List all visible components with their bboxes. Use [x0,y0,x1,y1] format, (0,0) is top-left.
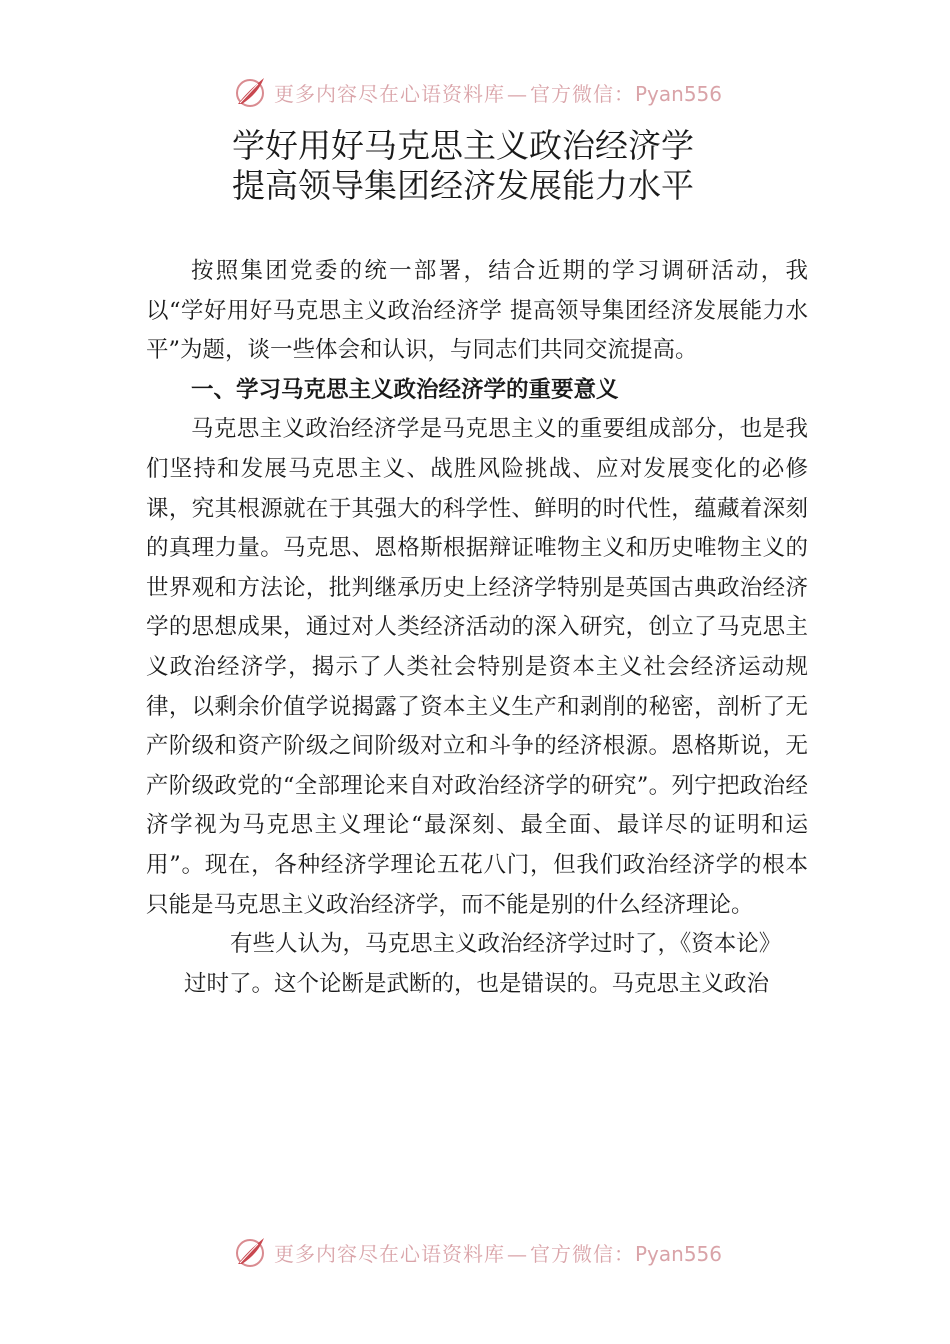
watermark-header [232,72,722,112]
paragraph-section1-1: 马克思主义政治经济学是马克思主义的重要组成部分，也是我们坚持和发展马克思主义、战胜风险挑战、应对发展变化的必修课，究其根源就在于其强大的科学性、鲜明的时代性，蕴藏着深刻的真理力量。马克思、恩格斯根据辩证唯物主义和历史唯物主义的世界观和方法论，批判继承历史上经济学特别是英国古典政治经济学的思想成果，通过对人类经济活动的深入研究，创立了马克思主义政治经济学，揭示了人类社会特别是资本主义社会经济运动规律，以剩余价值学说揭露了资本主义生产和剥削的秘密，剖析了无产阶级和资产阶级之间阶级对立和斗争的经济根源。恩格斯说，无产阶级政党的“全部理论来自对政治经济学的研究”。列宁把政治经济学视为马克思主义理论“最深刻、最全面、最详尽的证明和运用”。现在，各种经济学理论五花八门，但我们政治经济学的根本只能是马克思主义政治经济学，而不能是别的什么经济理论。 [146,416,808,918]
document-body [146,252,808,1004]
watermark-brand: 更多内容尽在心语资料库 [274,1241,505,1266]
paragraph-intro: 按照集团党委的统一部署，结合近期的学习调研活动，我以“学好用好马克思主义政治经济学 提高领导集团经济发展能力水平”为题，谈一些体会和认识，与同志们共同交流提高。 [146,258,808,364]
watermark-wechat-label: 官方微信： [530,1241,635,1266]
paragraph-line: 过时了。这个论断是武断的，也是错误的。马克思主义政治 [184,970,770,997]
feather-logo-icon [232,1234,268,1270]
paragraph-line: 有些人认为，马克思主义政治经济学过时了，《资本论》 [230,931,782,958]
watermark-text [274,1238,722,1267]
watermark-wechat-id: Pyan556 [635,1241,723,1266]
watermark-brand: 更多内容尽在心语资料库 [274,81,505,106]
watermark-separator: — [507,81,528,106]
paragraph-section1-2 [146,925,808,1004]
watermark-footer [232,1232,722,1272]
watermark-wechat-id: Pyan556 [635,81,723,106]
watermark-wechat-label: 官方微信： [530,81,635,106]
document-title: 学好用好马克思主义政治经济学提高领导集团经济发展能力水平 [232,126,694,205]
section-heading-1: 一、学习马克思主义政治经济学的重要意义 [191,376,619,403]
watermark-text [274,78,722,107]
watermark-separator: — [507,1241,528,1266]
feather-logo-icon [232,74,268,110]
